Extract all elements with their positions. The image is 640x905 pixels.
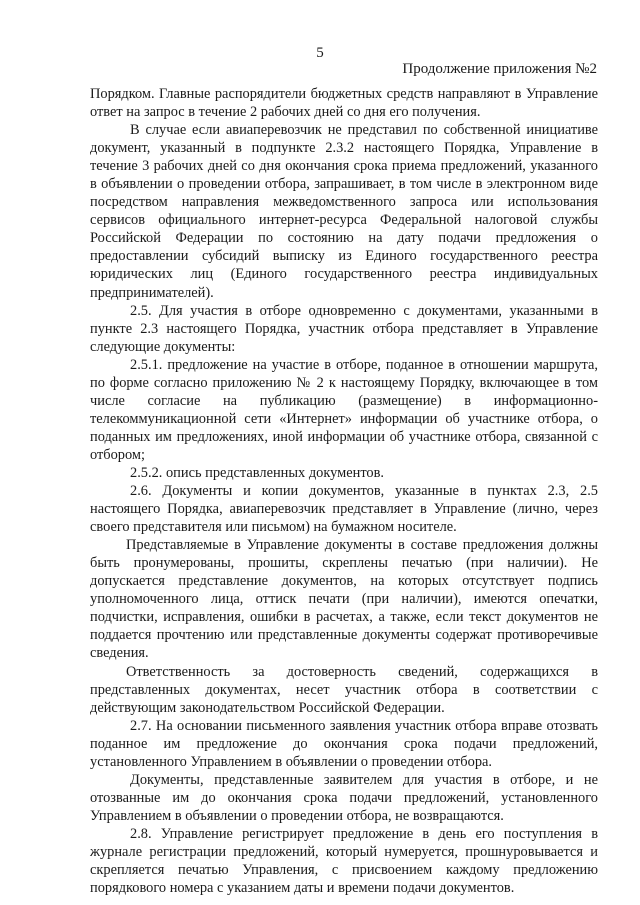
paragraph-airline-request: В случае если авиаперевозчик не представил по собственной инициативе документ, указанный в подпункте 2.3.2 настоящего Порядка, Управление в течение 3 рабочих дней со дня окончания срока приема предложений, указанного в объявлении о проведении отбора, запрашивает, в том числе в электронном виде посредством направления межведомственного запроса или использования сервисов официального интернет-ресурса Федеральной налоговой службы Российской Федерации по состоянию на дату подачи предложения о предоставлении субсидий выписку из Единого государственного реестра юридических лиц (Единого государственного реестра индивидуальных предпринимателей). [90,122,598,301]
paragraph-2-8: 2.8. Управление регистрирует предложение в день его поступления в журнале регистрации предложений, который нумеруется, прошнуровывается и скрепляется печатью Управления, с присвоением каждому предложению порядкового номера с указанием даты и времени подачи документов. [90,825,598,897]
page-number: 5 [316,45,324,61]
document-body [90,85,598,897]
paragraph-2-6: 2.6. Документы и копии документов, указанные в пунктах 2.3, 2.5 настоящего Порядка, авиаперевозчик представляет в Управление (лично, через своего представителя или письмом) на бумажном носителе. [90,483,598,536]
paragraph-2-7: 2.7. На основании письменного заявления участник отбора вправе отозвать поданное им предложение до окончания срока подачи предложений, установленного Управлением в объявлении о проведении отбора. [90,717,598,770]
paragraph-2-5-1: 2.5.1. предложение на участие в отборе, поданное в отношении маршрута, по форме согласно приложению № 2 к настоящему Порядку, включающее в том числе согласие на публикацию (размещение) в информационно-телекоммуникационной сети «Интернет» информации об участнике отбора, о поданных им предложениях, иной информации об участнике отбора, связанной с отбором; [90,356,598,463]
paragraph-responsibility: Ответственность за достоверность сведений, содержащихся в представленных документах, несет участник отбора в соответствии с действующим законодательством Российской Федерации. [90,663,598,716]
appendix-header: Продолжение приложения №2 [402,61,597,77]
paragraph-withdrawal: Документы, представленные заявителем для участия в отборе, и не отозванные им до окончания срока подачи предложений, установленного Управлением в объявлении о проведении отбора, не возвращаются. [90,771,598,824]
paragraph-continuation: Порядком. Главные распорядители бюджетных средств направляют в Управление ответ на запрос в течение 2 рабочих дней со дня его получения. [90,86,598,121]
paragraph-document-requirements: Представляемые в Управление документы в составе предложения должны быть пронумерованы, прошиты, скреплены печатью (при наличии). Не допускается представление документов, на которых отсутствует подпись уполномоченного лица, оттиск печати (при наличии), имеются опечатки, подчистки, исправления, ошибки в расчетах, а также, если текст документов не поддается прочтению или представленные документы содержат противоречивые сведения. [90,537,598,662]
paragraph-2-5: 2.5. Для участия в отборе одновременно с документами, указанными в пункте 2.3 настоящего Порядка, участник отбора представляет в Управление следующие документы: [90,302,598,355]
paragraph-2-5-2: 2.5.2. опись представленных документов. [130,464,385,481]
